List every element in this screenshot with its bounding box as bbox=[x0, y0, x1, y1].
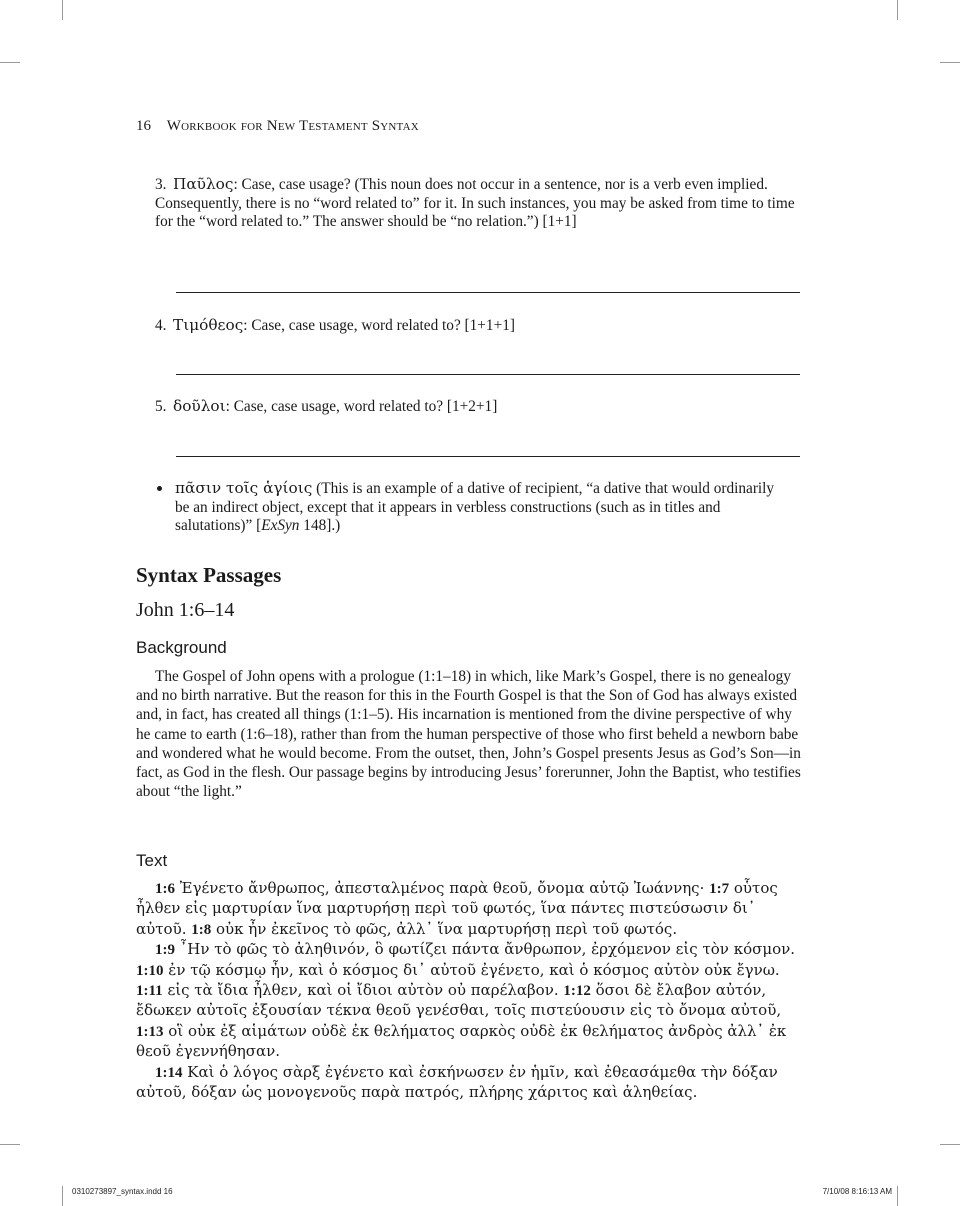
question-number: 3. bbox=[155, 176, 167, 193]
section-title: Syntax Passages bbox=[136, 563, 282, 587]
verse-number: 1:9 bbox=[155, 942, 175, 959]
crop-mark bbox=[62, 0, 63, 20]
paragraph-text: The Gospel of John opens with a prologue (1:1–18) in which, like Mark’s Gospel, there is no genealogy and no birth narrative. But the reason for this in the Fourth Gospel is that the Son of God has always existed and, in fact, has created all things (1:1–5). His incarnation is mentioned from the divine perspective of why he came to earth (1:6–18), rather than from the human perspective of those who first beheld a newborn babe and wondered what he would become. From the outset, then, John’s Gospel presents Jesus as God’s Son—in fact, as God in the flesh. Our passage begins by introducing Jesus’ forerunner, John the Baptist, who testifies about “the light.” bbox=[136, 668, 801, 801]
verse-text: ἐν τῷ κόσμῳ ἦν, καὶ ὁ κόσμος δι᾽ αὐτοῦ ἐγένετο, καὶ ὁ κόσμος αὐτὸν οὐκ ἔγνω. bbox=[163, 960, 780, 979]
question-text: : Case, case usage, word related to? [1+1+1] bbox=[243, 317, 515, 334]
verse-number: 1:6 bbox=[155, 881, 175, 897]
background-paragraph bbox=[136, 667, 802, 801]
verse-number: 1:8 bbox=[191, 921, 212, 938]
verse-number: 1:14 bbox=[155, 1064, 183, 1081]
footer-file: 0310273897_syntax.indd 16 bbox=[72, 1187, 173, 1196]
bullet-item bbox=[175, 479, 785, 536]
verse-text: ῏Ην τὸ φῶς τὸ ἀληθινόν, ὃ φωτίζει πάντα ἄνθρωπον, ἐρχόμενον εἰς τὸν κόσμον. bbox=[175, 940, 796, 959]
question-5 bbox=[155, 397, 805, 417]
greek-paragraph bbox=[136, 940, 802, 1062]
verse-number: 1:13 bbox=[136, 1023, 164, 1040]
bullet-text-end: 148].) bbox=[299, 517, 341, 535]
footer-timestamp: 7/10/08 8:16:13 AM bbox=[822, 1187, 892, 1196]
question-text: : Case, case usage? (This noun does not occur in a sentence, nor is a verb even implied. Consequently, there is no “word related to” for it. In such instances, you may be asked from time to time for the “word related to.” The answer should be “no relation.”) [1+1] bbox=[155, 176, 795, 230]
running-title: Workbook for New Testament Syntax bbox=[166, 118, 419, 134]
crop-mark bbox=[940, 62, 960, 63]
verse-number: 1:11 bbox=[136, 983, 163, 1000]
greek-term: πᾶσιν τοῖς ἁγίοις bbox=[175, 479, 313, 497]
passage-title: John 1:6–14 bbox=[136, 599, 235, 621]
verse-text: οὗτος ἦλθεν εἰς μαρτυρίαν ἵνα μαρτυρήσῃ περὶ τοῦ φωτός, ἵνα πάντες πιστεύσωσιν δι᾽ αὐτοῦ. bbox=[136, 879, 778, 938]
question-4 bbox=[155, 316, 805, 336]
text-heading: Text bbox=[136, 851, 168, 870]
verse-text: ὅσοι δὲ ἔλαβον αὐτόν, ἔδωκεν αὐτοῖς ἐξουσίαν τέκνα θεοῦ γενέσθαι, τοῖς πιστεύουσιν εἰς τὸ ὄνομα αὐτοῦ, bbox=[136, 981, 782, 1020]
greek-text-block bbox=[136, 879, 802, 1103]
greek-term: δοῦλοι bbox=[173, 397, 226, 415]
question-number: 5. bbox=[155, 398, 167, 415]
verse-text: οὐκ ἦν ἐκεῖνος τὸ φῶς, ἀλλ᾽ ἵνα μαρτυρήσῃ περὶ τοῦ φωτός. bbox=[211, 919, 678, 938]
bullet-text: (This is an example of a dative of recipient, “a dative that would ordinarily be an indirect object, except that it appears in verbless constructions (such as in titles and salutations)” [ bbox=[175, 480, 775, 535]
question-text: : Case, case usage, word related to? [1+2+1] bbox=[225, 398, 498, 415]
background-heading: Background bbox=[136, 638, 227, 657]
greek-term: Παῦλος bbox=[173, 175, 234, 193]
verse-number: 1:12 bbox=[563, 983, 591, 1000]
page-number: 16 bbox=[136, 118, 151, 134]
verse-text: Καὶ ὁ λόγος σὰρξ ἐγένετο καὶ ἐσκήνωσεν ἐν ἡμῖν, καὶ ἐθεασάμεθα τὴν δόξαν αὐτοῦ, δόξαν ὡς μονογενοῦς παρὰ πατρός, πλήρης χάριτος καὶ ἀληθείας. bbox=[136, 1062, 778, 1102]
crop-mark bbox=[897, 1186, 898, 1206]
greek-paragraph bbox=[136, 879, 802, 940]
verse-text: οἳ οὐκ ἐξ αἱμάτων οὐδὲ ἐκ θελήματος σαρκὸς οὐδὲ ἐκ θελήματος ἀνδρὸς ἀλλ᾽ ἐκ θεοῦ ἐγεννήθησαν. bbox=[136, 1021, 787, 1061]
question-number: 4. bbox=[155, 317, 167, 334]
running-header bbox=[136, 118, 419, 135]
greek-paragraph bbox=[136, 1063, 802, 1104]
crop-mark bbox=[940, 1144, 960, 1145]
citation-abbrev: ExSyn bbox=[261, 517, 300, 535]
crop-mark bbox=[0, 1144, 20, 1145]
verse-number: 1:10 bbox=[136, 962, 164, 979]
answer-line[interactable] bbox=[176, 374, 800, 375]
answer-line[interactable] bbox=[176, 292, 800, 293]
verse-text: Ἐγένετο ἄνθρωπος, ἀπεσταλμένος παρὰ θεοῦ, ὄνομα αὐτῷ Ἰωάννης· bbox=[175, 879, 710, 897]
verse-number: 1:7 bbox=[709, 881, 730, 897]
crop-mark bbox=[0, 62, 20, 63]
answer-line[interactable] bbox=[176, 456, 800, 457]
verse-text: εἰς τὰ ἴδια ἦλθεν, καὶ οἱ ἴδιοι αὐτὸν οὐ παρέλαβον. bbox=[162, 981, 564, 1000]
question-3 bbox=[155, 175, 805, 232]
greek-term: Τιμόθεος bbox=[173, 316, 244, 334]
crop-mark bbox=[897, 0, 898, 20]
crop-mark bbox=[62, 1186, 63, 1206]
bullet-icon bbox=[157, 486, 162, 491]
